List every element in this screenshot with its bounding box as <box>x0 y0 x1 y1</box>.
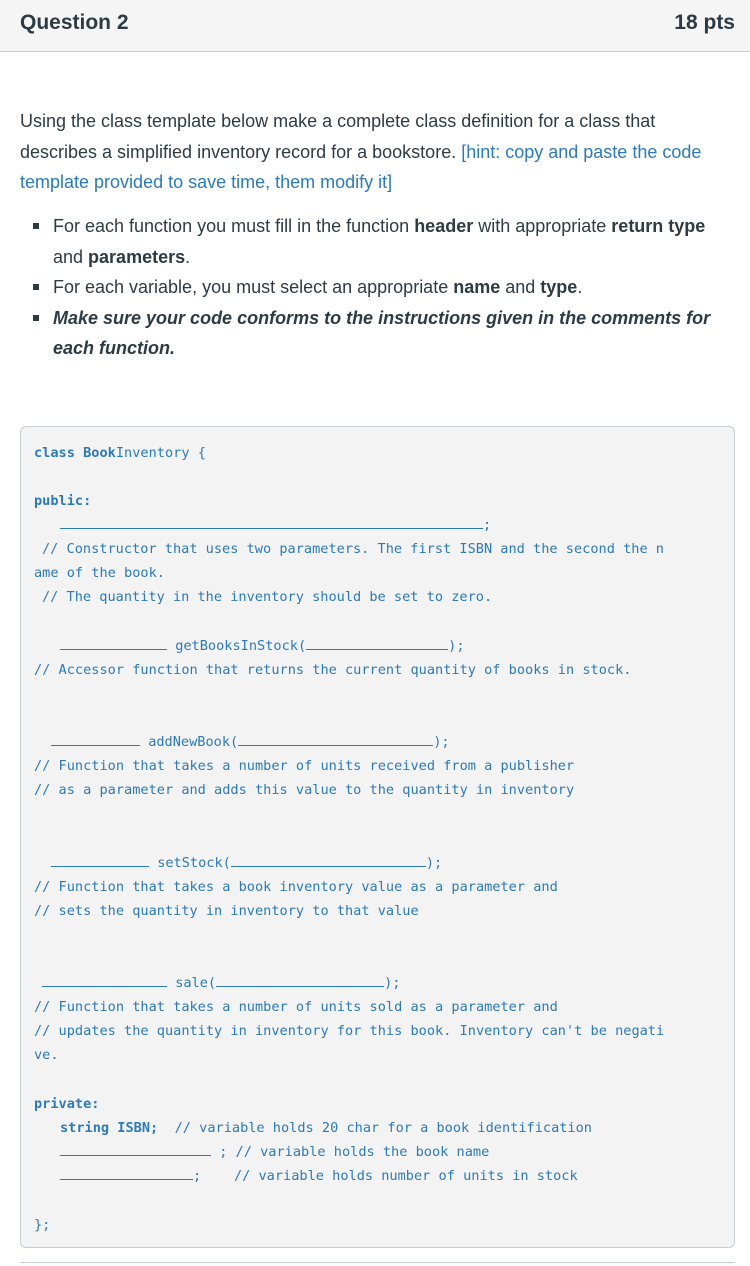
code-line-class: class BookInventory { <box>34 445 206 461</box>
code-template-block <box>20 426 735 1248</box>
code-comment: // updates the quantity in inventory for this book. Inventory can't be negati <box>34 1023 665 1039</box>
code-line-getbooksinstock: getBooksInStock( ); <box>60 634 465 658</box>
question-header <box>0 0 750 52</box>
blank-variable-name[interactable] <box>60 1141 211 1156</box>
code-line-isbn: string ISBN; // variable holds 20 char for a book identification <box>60 1120 592 1136</box>
code-comment: // sets the quantity in inventory to that value <box>34 903 419 919</box>
code-line-private: private: <box>34 1096 100 1112</box>
code-comment: // Accessor function that returns the current quantity of books in stock. <box>34 662 632 678</box>
code-line-public: public: <box>34 493 92 509</box>
code-line-quantity: ; // variable holds number of units in stock <box>60 1164 578 1188</box>
code-comment: ame of the book. <box>34 565 165 581</box>
code-comment: // as a parameter and adds this value to the quantity in inventory <box>34 782 575 798</box>
code-line-setstock: setStock( ); <box>51 851 442 875</box>
blank-parameters[interactable] <box>306 635 448 650</box>
code-line-addnewbook: addNewBook( ); <box>51 730 450 754</box>
question-title: Question 2 <box>20 11 129 34</box>
code-comment: // Constructor that uses two parameters. The first ISBN and the second the n <box>42 541 664 557</box>
code-comment: // Function that takes a book inventory value as a parameter and <box>34 879 558 895</box>
instruction-item: For each function you must fill in the function header with appropriate return type and parameters. <box>33 211 733 272</box>
code-comment: // The quantity in the inventory should be set to zero. <box>42 589 493 605</box>
blank-parameters[interactable] <box>216 972 384 987</box>
blank-return-type[interactable] <box>51 852 149 867</box>
code-line-constructor: ; <box>60 513 491 537</box>
blank-return-type[interactable] <box>42 972 167 987</box>
prompt-text: Using the class template below make a complete class definition for a class that describes a simplified inventory record for a bookstore. <box>20 111 656 162</box>
code-comment: // Function that takes a number of units received from a publisher <box>34 758 575 774</box>
blank-parameters[interactable] <box>231 852 426 867</box>
blank-constructor-header[interactable] <box>60 514 483 529</box>
code-comment: ve. <box>34 1047 59 1063</box>
instruction-list <box>33 211 733 364</box>
blank-parameters[interactable] <box>238 731 433 746</box>
code-line-sale: sale( ); <box>42 971 400 995</box>
divider <box>20 1262 735 1263</box>
instruction-item: Make sure your code conforms to the instructions given in the comments for each function. <box>33 303 733 364</box>
blank-return-type[interactable] <box>60 635 167 650</box>
code-comment: // Function that takes a number of units sold as a parameter and <box>34 999 558 1015</box>
question-points: 18 pts <box>674 11 735 34</box>
code-line-book-name: ; // variable holds the book name <box>60 1140 489 1164</box>
blank-return-type[interactable] <box>51 731 140 746</box>
blank-variable-quantity[interactable] <box>60 1165 193 1180</box>
code-line-close: }; <box>34 1217 51 1233</box>
question-prompt <box>20 106 730 198</box>
instruction-item: For each variable, you must select an appropriate name and type. <box>33 272 733 303</box>
prompt-hint: [hint: copy and paste the code template provided to save time, them modify it] <box>20 141 702 192</box>
